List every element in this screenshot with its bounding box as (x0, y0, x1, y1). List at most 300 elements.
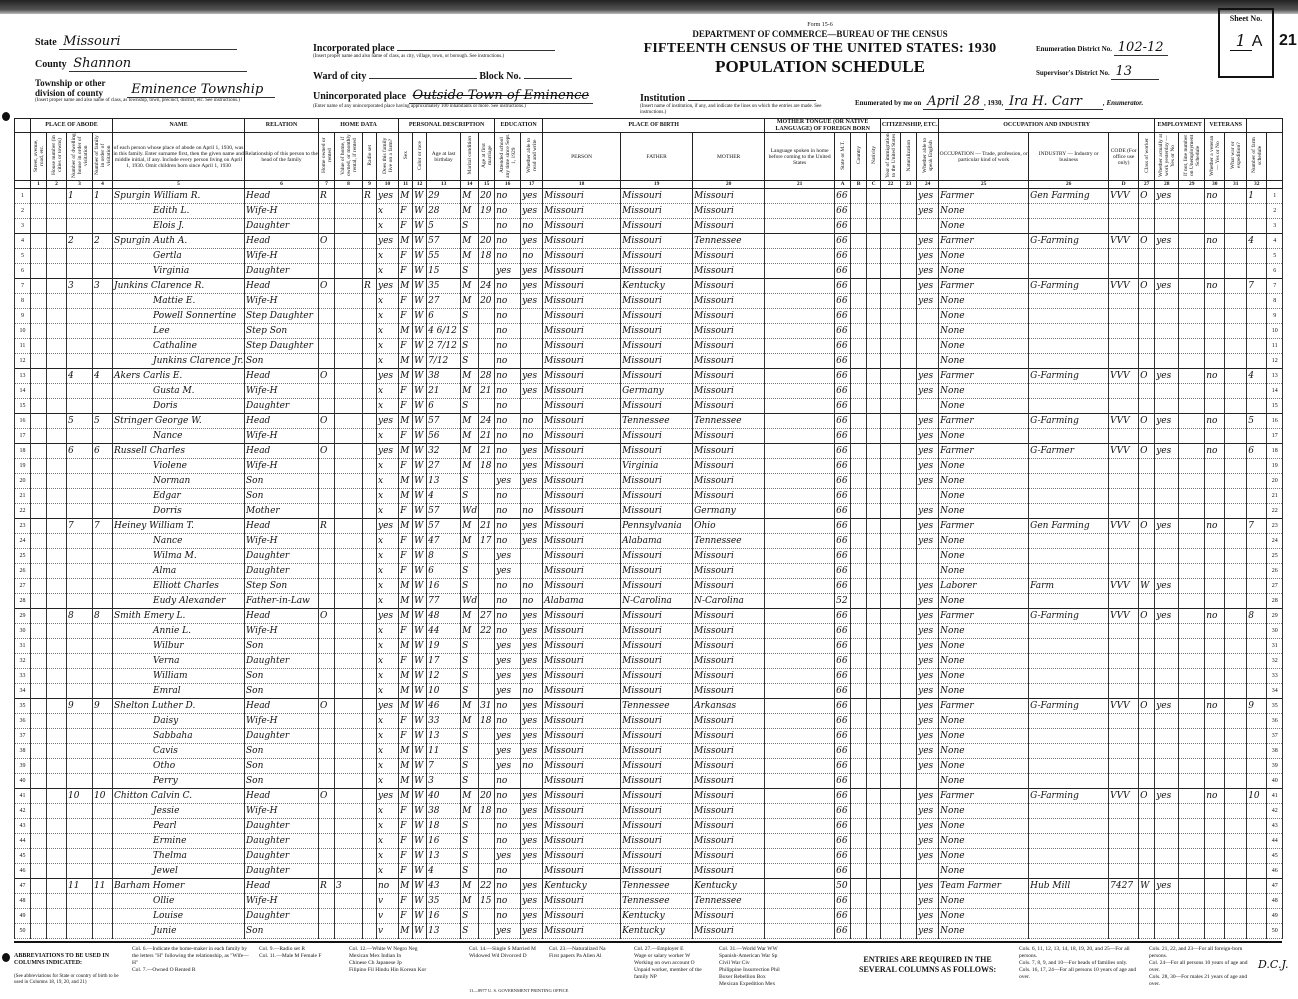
cell-class-of-worker (1139, 204, 1155, 219)
cell-relation: Step Daughter (245, 309, 319, 324)
cell-school: no (495, 804, 521, 819)
cell-farm-schedule (1247, 549, 1267, 564)
cell-street (31, 489, 47, 504)
cell-farm: v (377, 909, 399, 924)
cell-immigration-year (881, 774, 901, 789)
cell-farm-schedule (1247, 219, 1267, 234)
cell-occupation-code (1109, 654, 1139, 669)
cell-unemployment-line (1179, 189, 1205, 204)
supervisor-value: 13 (1111, 64, 1159, 80)
cell-code-country (851, 789, 867, 804)
cell-code-country (851, 879, 867, 894)
cell-family-number (93, 894, 113, 909)
cell-code-country (851, 429, 867, 444)
cell-age: 7 (427, 759, 461, 774)
column-label-text: Color or race (416, 140, 423, 170)
cell-family-number (93, 324, 113, 339)
cell-name: Wilma M. (113, 549, 245, 564)
cell-read-write: yes (521, 924, 543, 939)
cell-race: W (413, 804, 427, 819)
cell-family-number (93, 459, 113, 474)
cell-age: 56 (427, 429, 461, 444)
cell-read-write: yes (521, 609, 543, 624)
cell-veteran (1205, 909, 1225, 924)
cell-school: yes (495, 639, 521, 654)
cell-class-of-worker (1139, 774, 1155, 789)
cell-radio (363, 849, 377, 864)
cell-race: W (413, 204, 427, 219)
cell-class-of-worker (1139, 309, 1155, 324)
cell-code-state: 66 (835, 774, 851, 789)
cell-war (1225, 249, 1247, 264)
enumerator-signature: Ira H. Carr (1005, 94, 1103, 110)
cell-birthplace-father: Germany (621, 384, 693, 399)
cell-code-nativity (867, 714, 881, 729)
cell-sex: M (399, 924, 413, 939)
cell-age: 48 (427, 609, 461, 624)
cell-occupation: None (939, 804, 1029, 819)
cell-code-state: 66 (835, 849, 851, 864)
cell-school: no (495, 834, 521, 849)
cell-dwelling-number: 11 (67, 879, 93, 894)
cell-immigration-year (881, 714, 901, 729)
county-value: Shannon (69, 56, 247, 72)
cell-line-number: 46 (15, 864, 31, 879)
cell-radio (363, 219, 377, 234)
cell-family-number (93, 729, 113, 744)
cell-family-number (93, 744, 113, 759)
cell-street (31, 264, 47, 279)
cell-street (31, 729, 47, 744)
cell-occupation: None (939, 204, 1029, 219)
cell-home-value (335, 744, 363, 759)
cell-unemployment-line (1179, 504, 1205, 519)
table-row (15, 369, 1283, 384)
cell-family-number (93, 864, 113, 879)
cell-home-tenure (319, 819, 335, 834)
column-number: 28 (1155, 181, 1179, 189)
cell-birthplace-father: Missouri (621, 399, 693, 414)
cell-class-of-worker (1139, 759, 1155, 774)
column-header-birthplace-mother: MOTHER (693, 133, 765, 181)
cell-line-number: 4 (15, 234, 31, 249)
cell-class-of-worker (1139, 219, 1155, 234)
cell-relation: Wife-H (245, 204, 319, 219)
cell-at-work (1155, 294, 1179, 309)
cell-immigration-year (881, 429, 901, 444)
cell-at-work (1155, 624, 1179, 639)
cell-occupation: Farmer (939, 789, 1029, 804)
cell-age: 2 7/12 (427, 339, 461, 354)
column-group-header: EDUCATION (495, 119, 543, 133)
cell-code-state: 66 (835, 699, 851, 714)
cell-line-number-right: 10 (1267, 324, 1283, 339)
cell-race: W (413, 549, 427, 564)
cell-farm-schedule: 7 (1247, 519, 1267, 534)
cell-class-of-worker (1139, 639, 1155, 654)
cell-code-nativity (867, 699, 881, 714)
cell-language (765, 534, 835, 549)
cell-read-write: yes (521, 279, 543, 294)
cell-home-value (335, 909, 363, 924)
cell-relation: Son (245, 684, 319, 699)
cell-marital: S (461, 819, 479, 834)
column-label-text: Street, avenue, road, etc. (32, 139, 45, 172)
cell-birthplace-mother: Missouri (693, 354, 765, 369)
cell-dwelling-number (67, 459, 93, 474)
cell-sex: M (399, 234, 413, 249)
cell-farm: x (377, 864, 399, 879)
cell-birthplace-person: Missouri (543, 774, 621, 789)
cell-family-number: 5 (93, 414, 113, 429)
cell-radio: R (363, 189, 377, 204)
cell-war (1225, 699, 1247, 714)
column-group-header: RELATION (245, 119, 319, 133)
cell-at-work: yes (1155, 189, 1179, 204)
cell-family-number (93, 819, 113, 834)
cell-age-first-marriage (479, 219, 495, 234)
cell-occupation: None (939, 324, 1029, 339)
cell-street (31, 819, 47, 834)
cell-code-nativity (867, 249, 881, 264)
cell-age: 6 (427, 399, 461, 414)
cell-street (31, 774, 47, 789)
cell-language (765, 729, 835, 744)
cell-sex: M (399, 189, 413, 204)
cell-line-number: 16 (15, 414, 31, 429)
table-row (15, 339, 1283, 354)
cell-industry (1029, 324, 1109, 339)
cell-occupation: None (939, 264, 1029, 279)
cell-birthplace-father: Missouri (621, 444, 693, 459)
abbrev-title-block (14, 946, 124, 993)
cell-home-value (335, 654, 363, 669)
cell-industry: Hub Mill (1029, 879, 1109, 894)
cell-home-value (335, 294, 363, 309)
cell-industry (1029, 339, 1109, 354)
cell-birthplace-mother: Missouri (693, 474, 765, 489)
cell-code-state: 66 (835, 579, 851, 594)
cell-home-tenure: O (319, 789, 335, 804)
cell-radio (363, 369, 377, 384)
cell-age-first-marriage: 20 (479, 789, 495, 804)
cell-veteran (1205, 819, 1225, 834)
cell-read-write: yes (521, 384, 543, 399)
cell-at-work (1155, 819, 1179, 834)
cell-unemployment-line (1179, 759, 1205, 774)
cell-occupation: None (939, 774, 1029, 789)
cell-house-number (47, 669, 67, 684)
cell-line-number-right: 11 (1267, 339, 1283, 354)
cell-age-first-marriage (479, 759, 495, 774)
cell-read-write: no (521, 759, 543, 774)
cell-naturalization (901, 819, 917, 834)
table-row (15, 519, 1283, 534)
cell-naturalization (901, 429, 917, 444)
cell-code-country (851, 849, 867, 864)
cell-industry: Gen Farming (1029, 519, 1109, 534)
cell-occupation-code (1109, 759, 1139, 774)
column-group-header: EMPLOYMENT (1155, 119, 1205, 133)
cell-naturalization (901, 414, 917, 429)
cell-line-number: 15 (15, 399, 31, 414)
cell-code-state: 66 (835, 684, 851, 699)
cell-birthplace-mother: N-Carolina (693, 594, 765, 609)
cell-sex: M (399, 639, 413, 654)
cell-farm: x (377, 489, 399, 504)
cell-line-number-right: 41 (1267, 789, 1283, 804)
sheet-value: 1 (1230, 31, 1252, 51)
cell-read-write (521, 324, 543, 339)
cell-language (765, 924, 835, 939)
cell-read-write: yes (521, 804, 543, 819)
cell-farm: x (377, 714, 399, 729)
cell-language (765, 489, 835, 504)
cell-line-number: 41 (15, 789, 31, 804)
cell-birthplace-father: Missouri (621, 204, 693, 219)
cell-school: no (495, 504, 521, 519)
cell-line-number-right: 20 (1267, 474, 1283, 489)
cell-marital: S (461, 744, 479, 759)
cell-code-nativity (867, 429, 881, 444)
cell-line-number-right: 34 (1267, 684, 1283, 699)
cell-school: yes (495, 564, 521, 579)
cell-occupation: None (939, 339, 1029, 354)
cell-age-first-marriage (479, 489, 495, 504)
cell-industry (1029, 594, 1109, 609)
cell-birthplace-person: Missouri (543, 249, 621, 264)
cell-age: 40 (427, 789, 461, 804)
cell-dwelling-number (67, 309, 93, 324)
cell-birthplace-person: Missouri (543, 264, 621, 279)
cell-language (765, 864, 835, 879)
cell-farm-schedule: 10 (1247, 789, 1267, 804)
cell-birthplace-father: Missouri (621, 639, 693, 654)
cell-birthplace-person: Missouri (543, 714, 621, 729)
cell-occupation-code: VVV (1109, 444, 1139, 459)
cell-code-nativity (867, 924, 881, 939)
cell-radio (363, 684, 377, 699)
cell-read-write (521, 339, 543, 354)
cell-code-country (851, 759, 867, 774)
cell-race: W (413, 474, 427, 489)
table-row (15, 579, 1283, 594)
cell-family-number (93, 834, 113, 849)
cell-marital: S (461, 354, 479, 369)
cell-family-number: 11 (93, 879, 113, 894)
cell-name: Sabbaha (113, 729, 245, 744)
cell-industry (1029, 804, 1109, 819)
cell-industry (1029, 849, 1109, 864)
cell-immigration-year (881, 339, 901, 354)
cell-age: 44 (427, 624, 461, 639)
cell-relation: Head (245, 609, 319, 624)
cell-home-value (335, 279, 363, 294)
cell-at-work (1155, 894, 1179, 909)
cell-code-nativity (867, 759, 881, 774)
cell-radio (363, 324, 377, 339)
cell-family-number (93, 639, 113, 654)
cell-code-state: 66 (835, 189, 851, 204)
cell-family-number: 9 (93, 699, 113, 714)
cell-birthplace-mother: Missouri (693, 549, 765, 564)
cell-speaks-english: yes (917, 429, 939, 444)
cell-read-write: yes (521, 879, 543, 894)
cell-birthplace-mother: Germany (693, 504, 765, 519)
cell-war (1225, 429, 1247, 444)
cell-age: 43 (427, 879, 461, 894)
cell-code-state: 50 (835, 879, 851, 894)
institution-note: (Insert name of institution, if any, and indicate the lines on which the entries are made. See instructions.) (640, 104, 822, 115)
cell-school: no (495, 234, 521, 249)
column-group-header: CITIZENSHIP, ETC. (881, 119, 939, 133)
cell-read-write: yes (521, 519, 543, 534)
cell-class-of-worker: O (1139, 189, 1155, 204)
cell-at-work (1155, 654, 1179, 669)
column-label-text: Number of dwelling house in order of visitation (70, 133, 89, 178)
cell-read-write: yes (521, 639, 543, 654)
cell-at-work (1155, 744, 1179, 759)
cell-class-of-worker (1139, 819, 1155, 834)
cell-age-first-marriage: 27 (479, 609, 495, 624)
cell-birthplace-person: Missouri (543, 474, 621, 489)
cell-unemployment-line (1179, 744, 1205, 759)
table-row (15, 459, 1283, 474)
cell-age-first-marriage (479, 564, 495, 579)
cell-birthplace-father: Missouri (621, 684, 693, 699)
cell-age: 13 (427, 924, 461, 939)
cell-occupation: None (939, 744, 1029, 759)
cell-birthplace-father: Missouri (621, 219, 693, 234)
cell-birthplace-father: Kentucky (621, 909, 693, 924)
table-row (15, 279, 1283, 294)
cell-home-value (335, 699, 363, 714)
cell-line-number: 3 (15, 219, 31, 234)
column-header-at-work (1155, 133, 1179, 181)
unincorporated-value: Outside Town of Eminence (409, 88, 594, 104)
cell-code-state: 66 (835, 549, 851, 564)
cell-family-number (93, 579, 113, 594)
cell-radio (363, 249, 377, 264)
cell-sex: F (399, 729, 413, 744)
cell-home-value (335, 489, 363, 504)
cell-family-number: 3 (93, 279, 113, 294)
cell-family-number (93, 714, 113, 729)
cell-birthplace-mother: Missouri (693, 294, 765, 309)
binding-hole (2, 953, 10, 962)
cell-marital: M (461, 894, 479, 909)
table-row (15, 444, 1283, 459)
cell-relation: Wife-H (245, 534, 319, 549)
cell-street (31, 339, 47, 354)
cell-radio (363, 699, 377, 714)
cell-industry (1029, 429, 1109, 444)
cell-unemployment-line (1179, 354, 1205, 369)
cell-street (31, 504, 47, 519)
table-row (15, 219, 1283, 234)
cell-read-write: no (521, 504, 543, 519)
cell-school: yes (495, 849, 521, 864)
cell-home-value (335, 564, 363, 579)
cell-line-number-right: 7 (1267, 279, 1283, 294)
cell-race: W (413, 579, 427, 594)
enumeration-value: 102-12 (1114, 40, 1168, 56)
cell-marital: M (461, 444, 479, 459)
cell-line-number-right: 40 (1267, 774, 1283, 789)
cell-age: 16 (427, 579, 461, 594)
cell-farm: x (377, 504, 399, 519)
cell-age-first-marriage: 24 (479, 279, 495, 294)
cell-name: Doris (113, 399, 245, 414)
cell-occupation: None (939, 684, 1029, 699)
cell-farm: x (377, 219, 399, 234)
cell-code-country (851, 714, 867, 729)
cell-code-country (851, 369, 867, 384)
cell-speaks-english (917, 774, 939, 789)
cell-line-number: 37 (15, 729, 31, 744)
cell-family-number: 8 (93, 609, 113, 624)
cell-industry (1029, 669, 1109, 684)
cell-birthplace-father: Alabama (621, 534, 693, 549)
cell-dwelling-number (67, 864, 93, 879)
cell-birthplace-person: Missouri (543, 489, 621, 504)
column-label-text: Whether a veteran — Yes or No (1208, 135, 1221, 176)
cell-street (31, 924, 47, 939)
cell-school: no (495, 399, 521, 414)
cell-immigration-year (881, 654, 901, 669)
cell-code-state: 66 (835, 264, 851, 279)
cell-code-state: 66 (835, 819, 851, 834)
cell-read-write: yes (521, 534, 543, 549)
cell-dwelling-number: 9 (67, 699, 93, 714)
cell-house-number (47, 699, 67, 714)
cell-immigration-year (881, 909, 901, 924)
cell-language (765, 189, 835, 204)
cell-war (1225, 504, 1247, 519)
cell-code-country (851, 219, 867, 234)
cell-marital: Wd (461, 504, 479, 519)
cell-code-country (851, 339, 867, 354)
cell-veteran (1205, 759, 1225, 774)
cell-occupation-code (1109, 219, 1139, 234)
cell-home-tenure (319, 894, 335, 909)
cell-speaks-english: yes (917, 369, 939, 384)
binding-hole (2, 112, 10, 121)
column-label-row (15, 133, 1283, 181)
cell-farm-schedule (1247, 354, 1267, 369)
cell-street (31, 549, 47, 564)
cell-immigration-year (881, 369, 901, 384)
cell-war (1225, 759, 1247, 774)
column-number: 16 (495, 181, 521, 189)
cell-birthplace-father: Missouri (621, 864, 693, 879)
cell-family-number: 10 (93, 789, 113, 804)
cell-marital: S (461, 849, 479, 864)
cell-house-number (47, 684, 67, 699)
cell-radio (363, 534, 377, 549)
township-field (35, 78, 305, 104)
cell-sex: M (399, 699, 413, 714)
column-header-school (495, 133, 521, 181)
cell-unemployment-line (1179, 669, 1205, 684)
cell-read-write: yes (521, 894, 543, 909)
cell-race: W (413, 879, 427, 894)
table-row (15, 819, 1283, 834)
cell-language (765, 309, 835, 324)
cell-war (1225, 279, 1247, 294)
cell-house-number (47, 819, 67, 834)
cell-occupation-code (1109, 249, 1139, 264)
